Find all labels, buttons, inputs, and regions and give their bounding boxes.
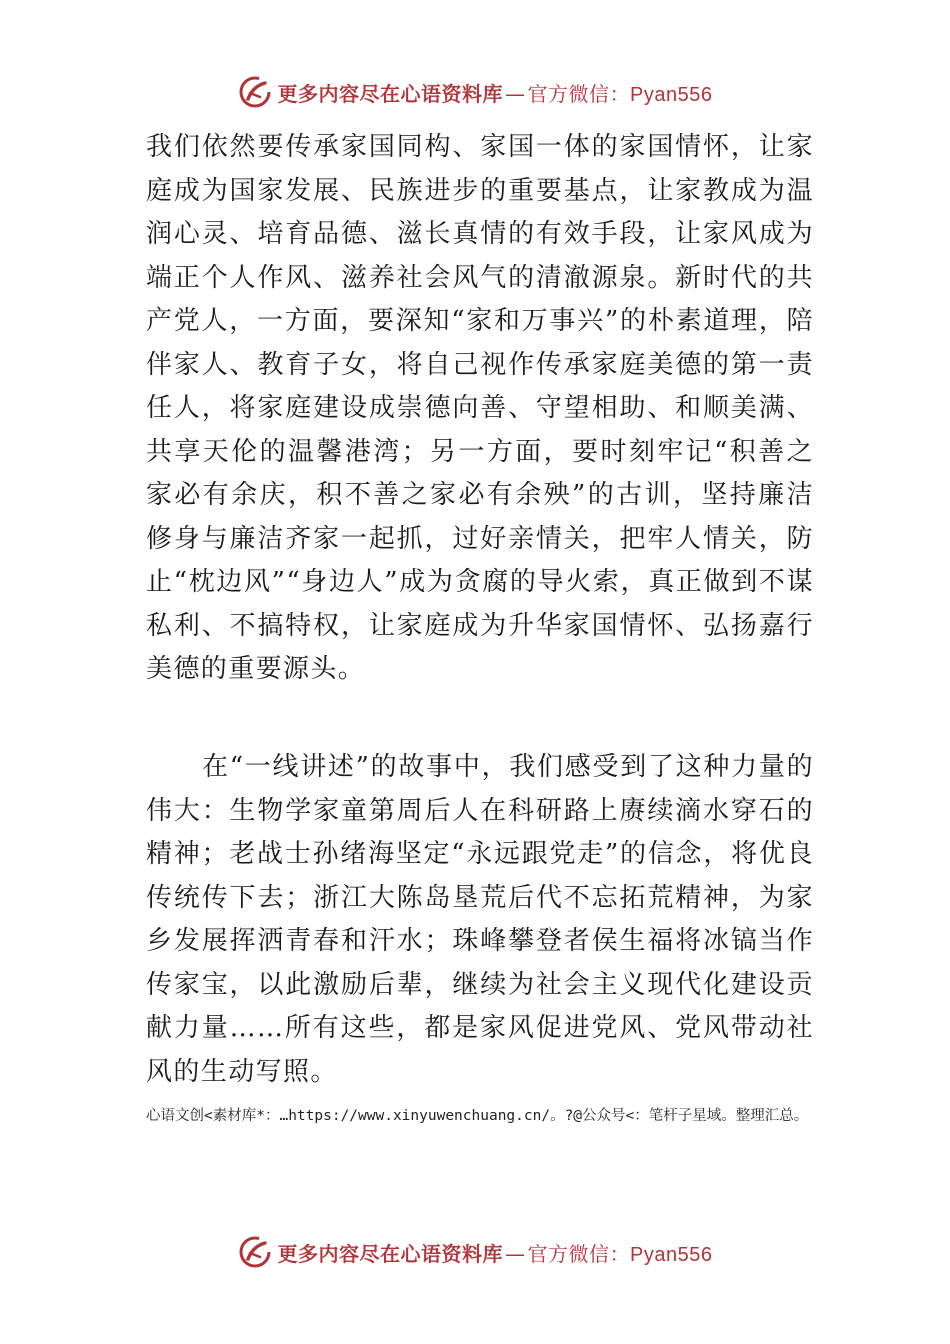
watermark-text [278,1238,713,1267]
watermark-label: 官方微信： [527,1241,631,1266]
watermark-text [278,78,713,107]
source-note: 心语文创<素材库*：…https://www.xinyuwenchuang.cn/。?@公众号<：笔杆子星域。整理汇总。 [146,1108,809,1124]
brush-stamp-icon [238,75,272,109]
watermark-brand: 更多内容尽在心语资料库 [277,81,504,106]
body-paragraph-2: 在“一线讲述”的故事中，我们感受到了这种力量的伟大：生物学家童第周后人在科研路上赓续滴水穿石的精神；老战士孙绪海坚定“永远跟党走”的信念，将优良传统传下去；浙江大陈岛垦荒后代不忘拓荒精神，为家乡发展挥洒青春和汗水；珠峰攀登者侯生福将冰镐当作传家宝，以此激励后辈，继续为社会主义现代化建设贡献力量……所有这些，都是家风促进党风、党风带动社风的生动写照。 [146,752,814,1087]
brush-stamp-icon [238,1235,272,1269]
watermark-label: 官方微信： [527,81,631,106]
body-paragraph-1: 我们依然要传承家国同构、家国一体的家国情怀，让家庭成为国家发展、民族进步的重要基点，让家教成为温润心灵、培育品德、滋长真情的有效手段，让家风成为端正个人作风、滋养社会风气的清澈源泉。新时代的共产党人，一方面，要深知“家和万事兴”的朴素道理，陪伴家人、教育子女，将自己视作传承家庭美德的第一责任人，将家庭建设成崇德向善、守望相助、和顺美满、共享天伦的温馨港湾；另一方面，要时刻牢记“积善之家必有余庆，积不善之家必有余殃”的古训，坚持廉洁修身与廉洁齐家一起抓，过好亲情关，把牢人情关，防止“枕边风”“身边人”成为贪腐的导火索，真正做到不谋私利、不搞特权，让家庭成为升华家国情怀、弘扬嘉行美德的重要源头。 [146,132,814,684]
watermark-separator: — [505,1241,526,1266]
watermark-wechat-id: Pyan556 [630,83,713,106]
header-watermark [0,70,950,114]
watermark-wechat-id: Pyan556 [630,1243,713,1266]
footer-watermark [0,1230,950,1274]
watermark-brand: 更多内容尽在心语资料库 [277,1241,504,1266]
watermark-separator: — [505,81,526,106]
